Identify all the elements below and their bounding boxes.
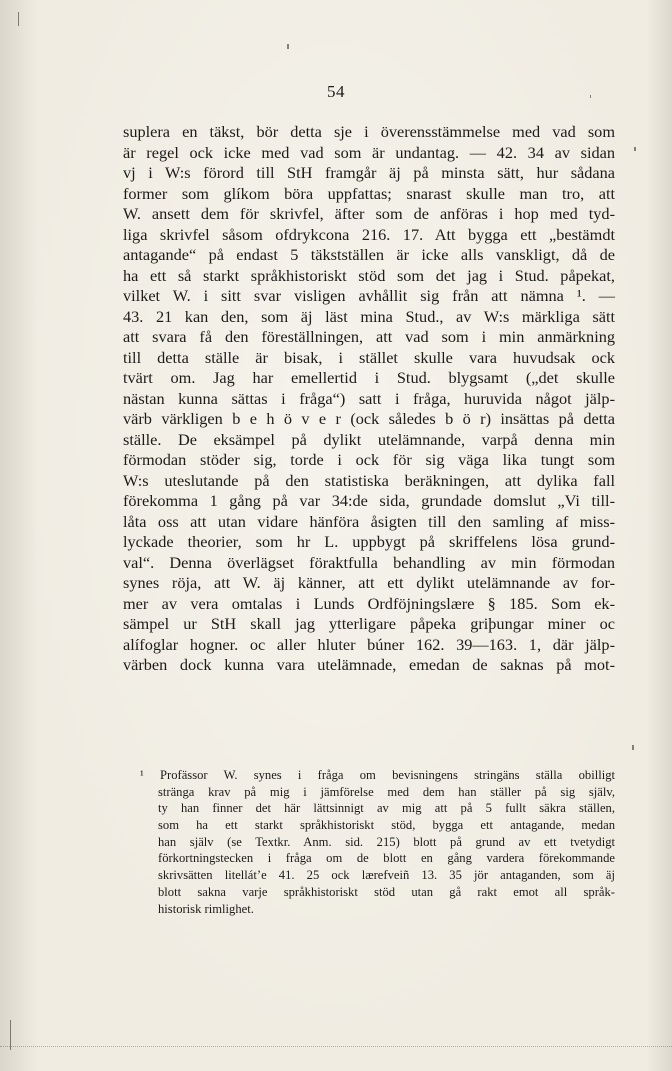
body-line: W:s uteslutande på den statistiska beräkningen, att dylika fall [123,470,615,490]
footnote-line: ty han finner det här lättsinnigt av mig att på 5 fullt säkra ställen, [158,801,615,816]
page-number: 54 [327,82,345,101]
body-line: 43. 21 kan den, som äj läst mina Stud., av W:s märkliga sätt [123,306,615,326]
footnote-line: han själv (se Textkr. Anm. sid. 215) blott på grund av ett tvetydigt [158,834,615,849]
footnote-line: historisk rimlighet. [158,901,254,916]
body-line: liga skrivfel såsom ofdrykcona 216. 17. Att bygga ett „bestämdt [123,224,615,244]
body-line: ha ett så starkt språkhistoriskt stöd som det jag i Stud. påpekat, [123,265,615,285]
footnote-line: blott sakna varje språkhistoriskt stöd utan gå rakt emot all språk- [158,884,615,899]
body-line: val“. Denna överlägset föraktfulla behandling av min förmodan [123,552,615,572]
page-bottom-edge [0,1046,672,1048]
speck [287,44,289,49]
body-line: förmodan stöder sig, torde i ock för sig väga lika tungt som [123,450,615,469]
body-line: värb värkligen b e h ö v e r (ock således b ö r) insättas på detta [123,409,615,428]
body-line: värben dock kunna vara utelämnade, emedan de saknas på mot- [123,655,615,674]
body-line: mer av vera omtalas i Lunds Ordföjningslære § 185. Som ek- [123,593,615,613]
page-shadow-right [646,0,672,1071]
body-line: W. ansett dem för skrivfel, äfter som de anföras i hop med tyd- [123,204,615,223]
footnote-line: skrivsätten litellát’e 41. 25 ock lærefveiñ 13. 35 jör antaganden, som äj [158,868,615,883]
body-line: vj i W:s förord till StH framgår äj på minsta sätt, hur sådana [123,163,615,182]
footnote-line: ¹ Profässor W. synes i fråga om bevisningens stringäns ställa obilligt [140,768,615,782]
footnote-line: förkortningstecken i fråga om de blott en gång vardera förekommande [158,851,615,866]
speck [18,12,19,26]
speck [632,745,634,750]
footnote-line: stränga krav på mig i jämförelse med dem han ställer på sig själv, [158,784,615,799]
body-line: antagande“ på endast 5 täkstställen är icke alls vanskligt, då de [123,245,615,264]
body-line: tvärt om. Jag har emellertid i Stud. blygsamt („det skulle [123,368,615,387]
body-line: vilket W. i sitt svar visligen avhållit sig från att nämna ¹. — [123,286,615,305]
body-line: är regel ock icke med vad som är undantag. — 42. 34 av sidan [123,142,615,162]
body-line: suplera en täkst, bör detta sje i överensstämmelse med vad som [123,122,615,141]
body-text [123,122,615,676]
footnote-block [140,767,615,917]
body-line: förekomma 1 gång på var 34:de sida, grundade domslut „Vi till- [123,491,615,510]
body-line: nästan kunna sättas i fråga“) satt i fråga, huruvida något jälp- [123,388,615,408]
body-line: former som glíkom böra uppfattas; snarast skulle man tro, att [123,183,615,203]
footnote-line: som ha ett starkt språkhistoriskt stöd, bygga ett antagande, medan [158,818,615,833]
body-line: synes röja, att W. äj känner, att ett dylikt utelämnande av for- [123,573,615,592]
body-line: alífoglar hogner. oc aller hluter búner 162. 39—163. 1, där jälp- [123,634,615,654]
body-line: att svara få den föreställningen, att vad som i min anmärkning [123,327,615,346]
body-line: till detta ställe är bisak, i stället skulle vara huvudsak ock [123,347,615,367]
body-line: sämpel ur StH skall jag ytterligare påpeka griþungar miner oc [123,614,615,633]
body-line: ställe. De eksämpel på dylikt utelämnande, varpå denna min [123,429,615,449]
body-line: lyckade theorier, som hr L. uppbygt på skriffelens lösa grund- [123,532,615,551]
body-line: låta oss att utan vidare hänföra åsigten till den samling af miss- [123,511,615,531]
speck [634,147,636,151]
page-shadow-left [0,0,38,1071]
